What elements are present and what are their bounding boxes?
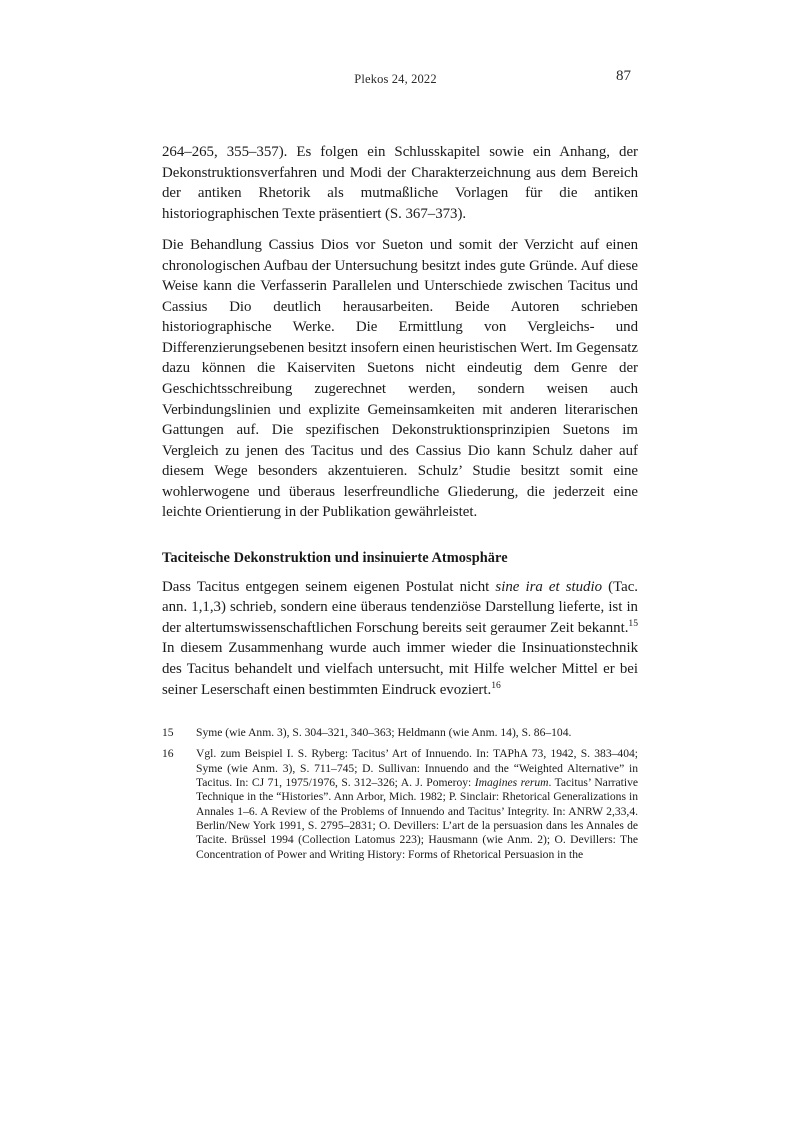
footnote-number-16: 16 [162,747,174,761]
footnote-apparatus [162,726,638,862]
footnote-reference-16[interactable]: 16 [491,679,501,691]
footnote-text-15: Syme (wie Anm. 3), S. 304–321, 340–363; Heldmann (wie Anm. 14), S. 86–104. [196,726,572,739]
section-heading-wrap [162,548,638,568]
footnote-15 [162,726,638,740]
sentence-fragment-1: Dass Tacitus entgegen seinem eigenen Postulat nicht [162,578,496,595]
section-heading: Taciteische Dekonstruktion und insinuierte Atmosphäre [162,549,508,566]
journal-title: Plekos 24, 2022 [354,72,437,86]
paragraph-cassius-dio: Die Behandlung Cassius Dios vor Sueton und somit der Verzicht auf einen chronologischen Aufbau der Untersuchung besitzt indes gute Gründe. Auf diese Weise kann die Verfasserin Parallelen und Unterschiede zwischen Tacitus und Cassius Dio deutlich herausarbeiten. Beide Autoren schrieben historiographische Werke. Die Ermittlung von Vergleichs- und Differenzierungsebenen besitzt insofern einen heuristischen Wert. Im Gegensatz dazu können die Kaiserviten Suetons nicht eindeutig dem Genre der Geschichtsschreibung zugerechnet werden, sondern weisen auch Verbindungslinien und explizite Gemeinsamkeiten mit anderen literarischen Gattungen auf. Die spezifischen Dekonstruktionsprinzipien Suetons im Vergleich zu jenen des Tacitus und des Cassius Dio kann Schulz daher auf diesem Wege besonders akzentuieren. Schulz’ Studie besitzt somit eine wohlerwogene und überaus leserfreundliche Gliederung, die jederzeit eine leichte Orientierung in der Publikation gewährleistet. [162,237,638,521]
paragraph-continuation: 264–265, 355–357). Es folgen ein Schlusskapitel sowie ein Anhang, der Dekonstruktionsverfahren und Modi der Charakterzeichnung aus dem Bereich der antiken Rhetorik als mutmaßliche Vorlagen für die antiken historiographischen Texte präsentiert (S. 367–373). [162,144,638,222]
footnote-reference-15[interactable]: 15 [628,617,638,629]
footnote-16-fragment-2: . Tacitus’ Narrative Technique in the “Histories”. Ann Arbor, Mich. 1982; P. Sinclair: Rhetorical Generalizations in Annales 1–6. A Review of the Problems of Innuendo and Tacitus’ Integrity. In: ANRW 2,33,4. Berlin/New York 1991, S. 2795–2831; O. Devillers: L’art de la persuasion dans les Annales de Tacite. Brüssel 1994 (Collection Latomus 223); Hausmann (wie Anm. 2); O. Devillers: The Concentration of Power and Writing History: Forms of Rhetorical Persuasion in the [196,776,639,861]
sentence-fragment-3: In diesem Zusammenhang wurde auch immer wieder die Insinuationstechnik des Tacitus behandelt und vielfach untersucht, mit Hilfe welcher Mittel er bei seiner Leserschaft einen bestimmten Eindruck evoziert. [162,640,638,698]
footnote-number-15: 15 [162,726,174,739]
sentence-fragment-2: (Tac. ann. 1,1,3) schrieb, sondern eine überaus tendenziöse Darstellung lieferte, ist in der altertumswissenschaftlichen Forschung bereits seit geraumer Zeit bekannt. [162,578,638,636]
paragraph-taciteische [162,577,638,700]
footnote-16-italic-title: Imagines rerum [474,776,549,790]
page-number: 87 [616,68,631,84]
footnote-16 [162,747,638,862]
running-head [162,68,631,90]
text-body [162,142,638,700]
footnote-16-fragment-1: Vgl. zum Beispiel I. S. Ryberg: Tacitus’ Art of Innuendo. In: TAPhA 73, 1942, S. 383–404; Syme (wie Anm. 3), S. 711–745; D. Sullivan: Innuendo and the “Weighted Alternative” in Tacitus. In: CJ 71, 1975/1976, S. 312–326; A. J. Pomeroy: [196,747,638,790]
latin-phrase-sine-ira-et-studio: sine ira et studio [495,578,603,595]
footnote-text-16 [196,747,638,862]
